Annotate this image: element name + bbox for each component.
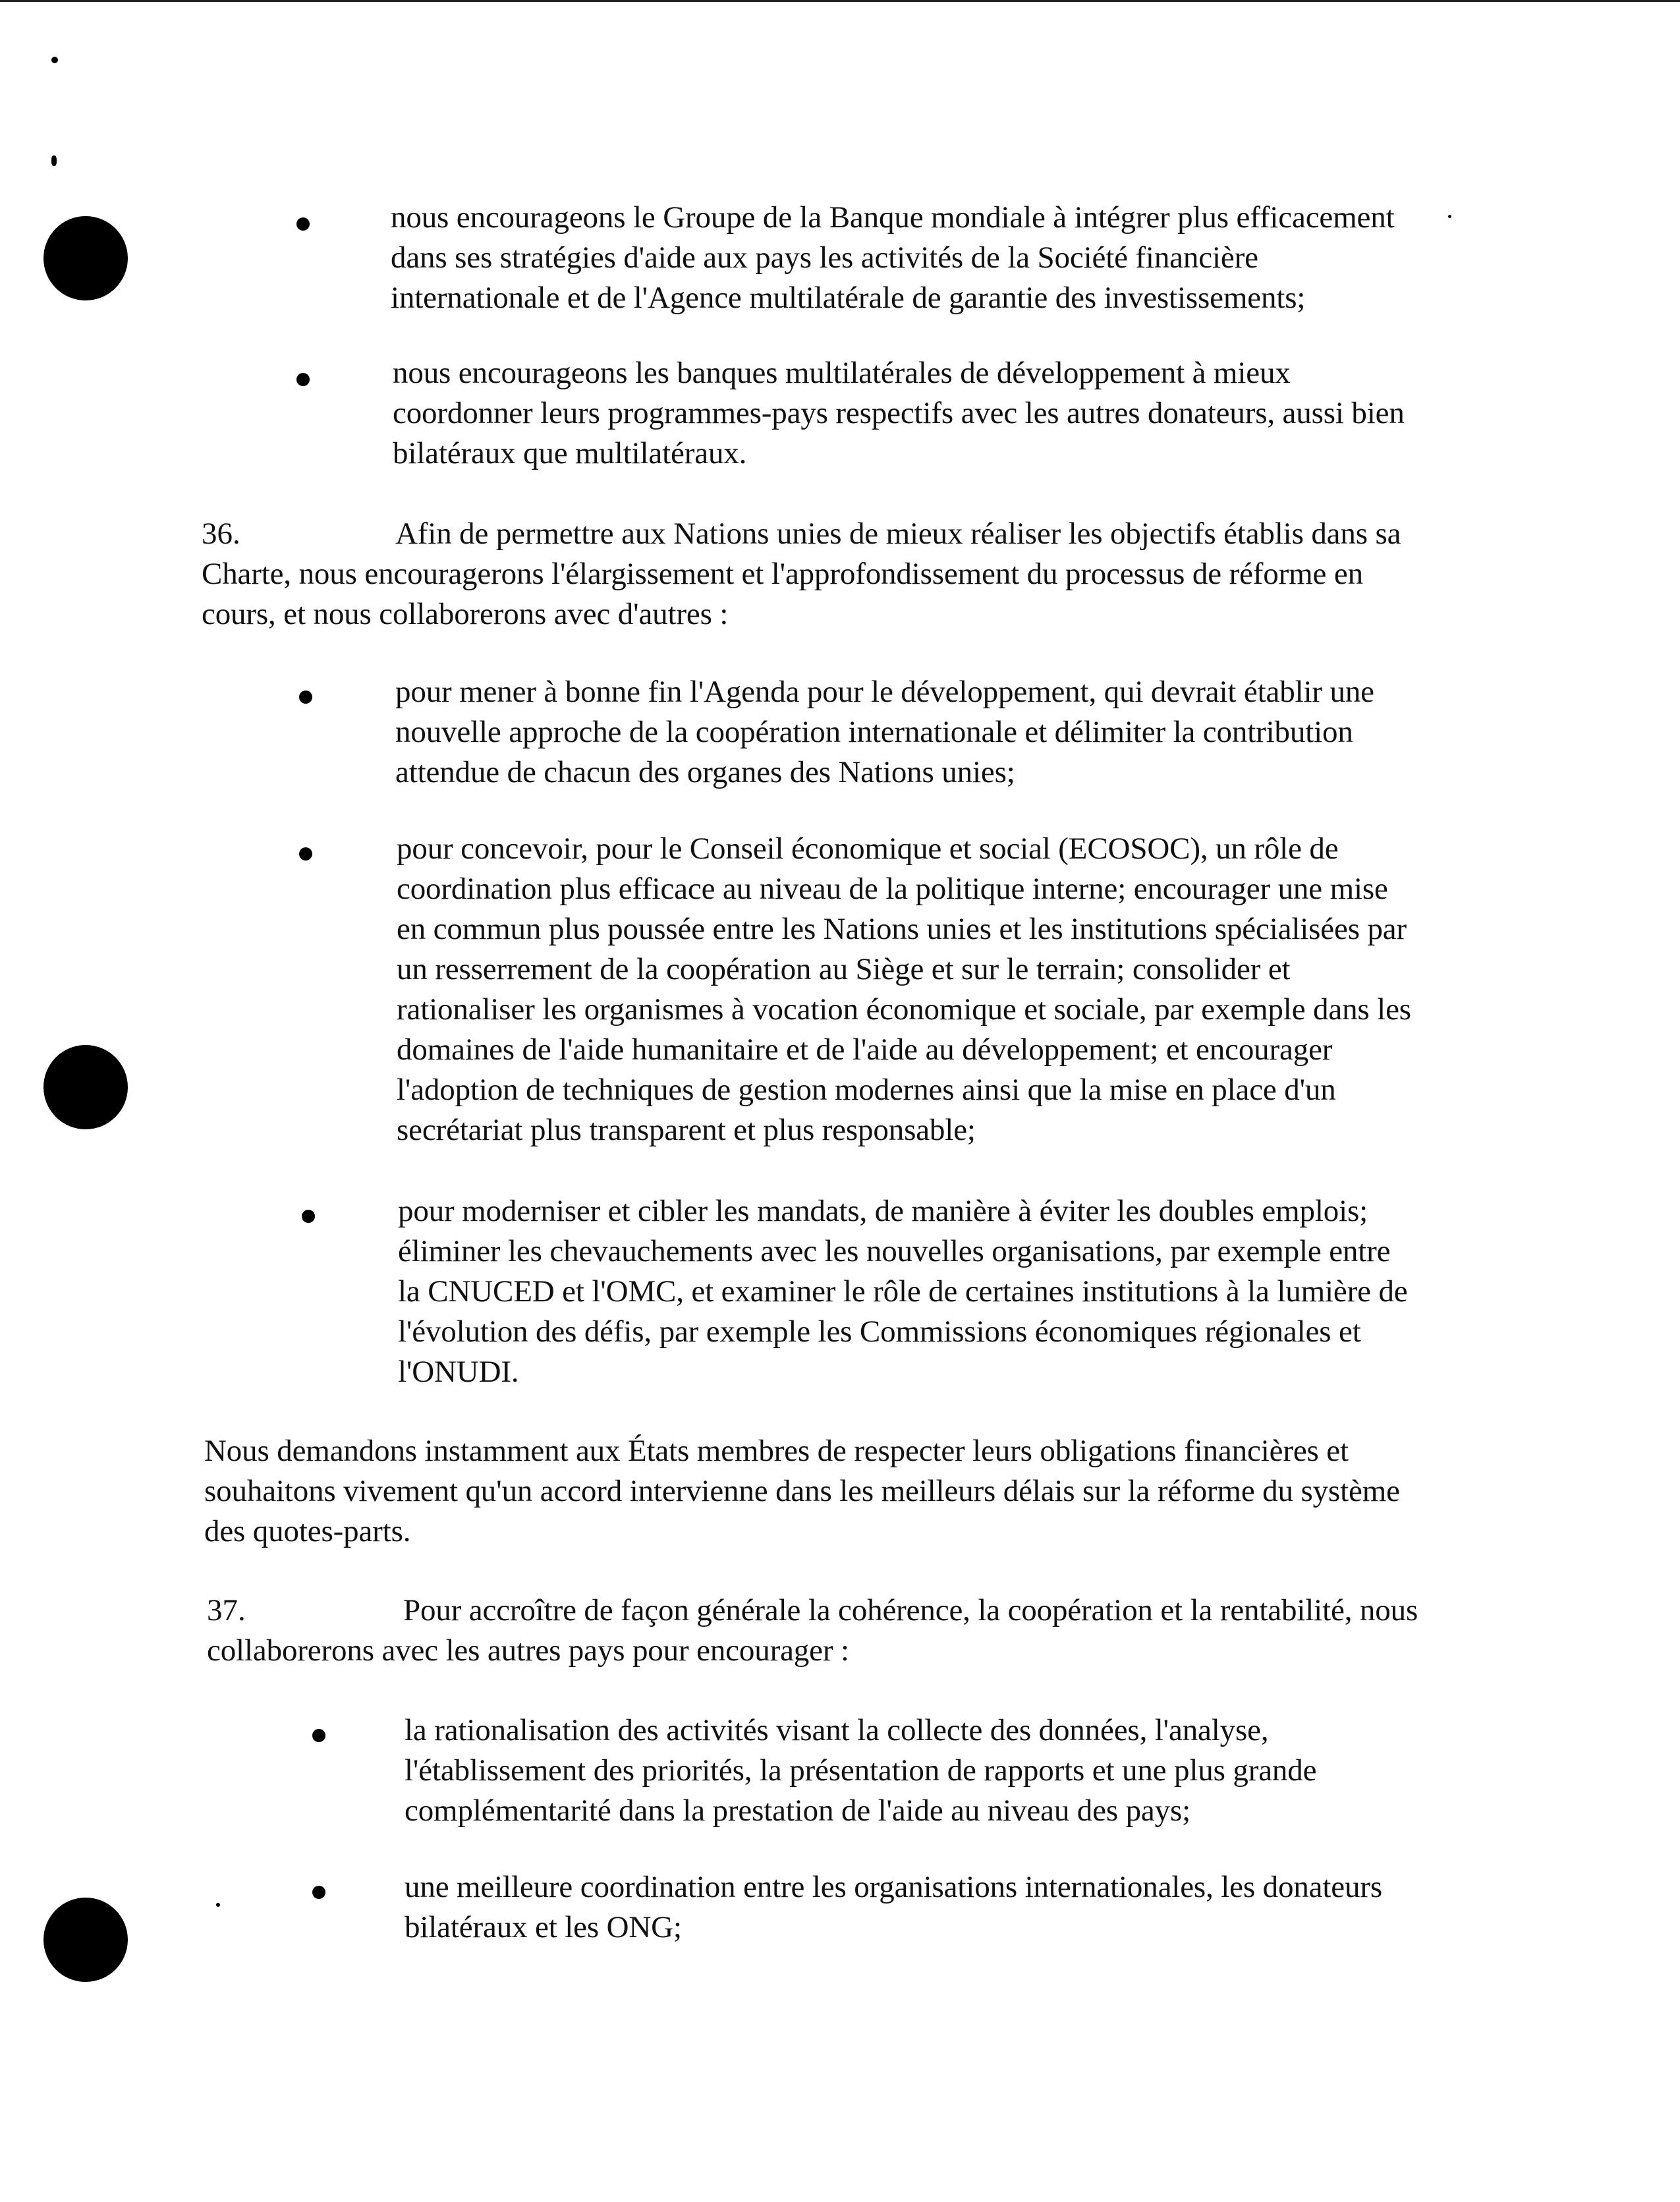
punch-hole-bottom	[43, 1898, 128, 1982]
bullet-b3-line-4: l'évolution des défis, par exemple les Commissions économiques régionales et	[398, 1314, 1361, 1349]
scan-speck	[51, 57, 58, 63]
bullet-marker	[296, 373, 310, 386]
bullet-c1-line-3: complémentarité dans la prestation de l'aide au niveau des pays;	[405, 1793, 1191, 1828]
para-urge-line-3: des quotes-parts.	[204, 1514, 411, 1548]
para-urge-line-1: Nous demandons instamment aux États membres de respecter leurs obligations financières et	[204, 1434, 1349, 1468]
bullet-c1-line-1: la rationalisation des activités visant la collecte des données, l'analyse,	[405, 1713, 1269, 1747]
scan-top-edge	[0, 0, 1680, 2]
bullet-c1-line-2: l'établissement des priorités, la présentation de rapports et une plus grande	[405, 1753, 1317, 1788]
scan-speck	[51, 155, 57, 166]
bullet-b2-line-2: coordination plus efficace au niveau de la politique interne; encourager une mise	[397, 872, 1388, 906]
bullet-marker	[302, 1210, 315, 1223]
bullet-a1-line-2: dans ses stratégies d'aide aux pays les activités de la Société financière	[391, 240, 1258, 275]
para-urge-line-2: souhaitons vivement qu'un accord intervienne dans les meilleurs délais sur la réforme du système	[204, 1474, 1400, 1508]
bullet-b2-line-4: un resserrement de la coopération au Siège et sur le terrain; consolider et	[397, 952, 1291, 986]
bullet-a2-line-3: bilatéraux que multilatéraux.	[393, 436, 747, 470]
bullet-c2-line-2: bilatéraux et les ONG;	[405, 1910, 682, 1944]
paragraph-number-37: 37.	[207, 1593, 246, 1627]
bullet-b3-line-1: pour moderniser et cibler les mandats, de manière à éviter les doubles emplois;	[398, 1194, 1368, 1228]
bullet-c2-line-1: une meilleure coordination entre les organisations internationales, les donateurs	[405, 1870, 1383, 1904]
bullet-b2-line-8: secrétariat plus transparent et plus responsable;	[397, 1113, 976, 1147]
bullet-b2-line-6: domaines de l'aide humanitaire et de l'aide au développement; et encourager	[397, 1032, 1333, 1067]
bullet-marker	[312, 1886, 325, 1899]
bullet-a2-line-2: coordonner leurs programmes-pays respectifs avec les autres donateurs, aussi bien	[393, 396, 1405, 430]
bullet-a2-line-1: nous encourageons les banques multilatérales de développement à mieux	[393, 356, 1291, 390]
bullet-a1-line-3: internationale et de l'Agence multilatérale de garantie des investissements;	[391, 281, 1306, 315]
para37-line-2: collaborerons avec les autres pays pour encourager :	[207, 1633, 849, 1668]
bullet-marker	[299, 847, 312, 861]
bullet-b2-line-5: rationaliser les organismes à vocation économique et sociale, par exemple dans les	[397, 992, 1411, 1027]
scan-speck	[1448, 215, 1451, 218]
punch-hole-top	[43, 216, 128, 300]
para36-line-1: Afin de permettre aux Nations unies de mieux réaliser les objectifs établis dans sa	[395, 517, 1401, 551]
paragraph-number-36: 36.	[202, 517, 240, 551]
bullet-a1-line-1: nous encourageons le Groupe de la Banque mondiale à intégrer plus efficacement	[391, 200, 1395, 235]
punch-hole-middle	[43, 1045, 128, 1129]
bullet-b1-line-2: nouvelle approche de la coopération internationale et délimiter la contribution	[395, 715, 1353, 749]
bullet-b3-line-3: la CNUCED et l'OMC, et examiner le rôle de certaines institutions à la lumière de	[398, 1274, 1408, 1309]
bullet-marker	[299, 691, 312, 704]
bullet-b1-line-3: attendue de chacun des organes des Nations unies;	[395, 755, 1015, 789]
scan-speck	[216, 1903, 220, 1907]
bullet-b1-line-1: pour mener à bonne fin l'Agenda pour le développement, qui devrait établir une	[395, 675, 1374, 709]
bullet-marker	[296, 217, 310, 231]
bullet-marker	[312, 1729, 325, 1742]
para37-line-1: Pour accroître de façon générale la cohérence, la coopération et la rentabilité, nous	[403, 1593, 1418, 1627]
bullet-b2-line-3: en commun plus poussée entre les Nations unies et les institutions spécialisées par	[397, 912, 1407, 946]
bullet-b3-line-2: éliminer les chevauchements avec les nouvelles organisations, par exemple entre	[398, 1234, 1391, 1268]
bullet-b2-line-7: l'adoption de techniques de gestion modernes ainsi que la mise en place d'un	[397, 1073, 1336, 1107]
para36-line-2: Charte, nous encouragerons l'élargissement et l'approfondissement du processus de réforme en	[202, 557, 1363, 591]
bullet-b3-line-5: l'ONUDI.	[398, 1355, 519, 1389]
bullet-b2-line-1: pour concevoir, pour le Conseil économique et social (ECOSOC), un rôle de	[397, 832, 1339, 866]
para36-line-3: cours, et nous collaborerons avec d'autres :	[202, 597, 729, 631]
